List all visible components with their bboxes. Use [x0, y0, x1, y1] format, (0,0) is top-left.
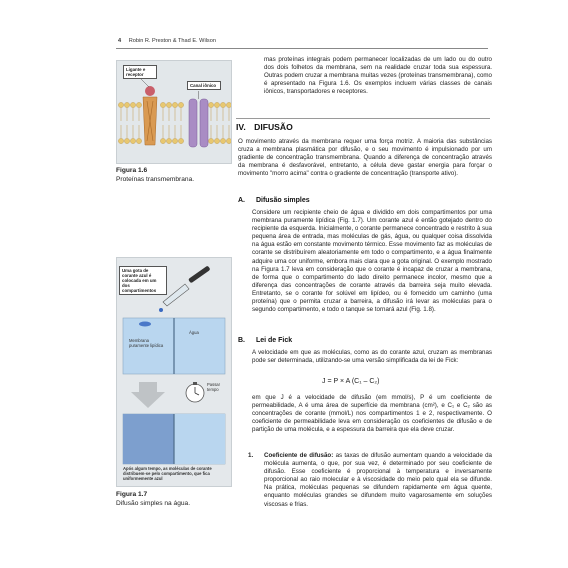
label-ligand-receptor: Ligante e receptor — [123, 65, 157, 79]
stopwatch-icon — [186, 382, 204, 402]
ion-channel-protein — [189, 91, 208, 147]
header-rule — [116, 48, 488, 49]
receptor-protein — [143, 86, 157, 145]
subsection-a-letter: A. — [238, 197, 245, 204]
label-water: Água — [189, 330, 199, 335]
intro-paragraph: mas proteínas integrais podem permanecer localizadas de um lado ou do outro dos dois folhetos da membrana, sem na realidade cruzar toda sua espessura. Outras podem cruzar a membrana muitas vezes (proteínas transmembrana), como é apresentado na Figura 1.6. Os exemplos incluem várias classes de canais iônicos, transportadores e receptores. — [264, 56, 492, 96]
label-ion-channel: Canal iônico — [187, 81, 221, 90]
section-divider — [236, 118, 490, 119]
section-paragraph: O movimento através da membrana requer uma força motriz. A maioria das substâncias cruza a membrana plasmática por difusão, e o seu movimento é impulsionado por um gradiente de concentração transmembrana. Quando a diferença de concentração através da membrana é desfavorável, entretanto, a célula deve gastar energia para forçar o movimento "morro acima" contra o gradiente de concentração (transporte ativo). — [238, 138, 492, 178]
section-number: IV. — [236, 122, 246, 132]
list-item — [248, 452, 492, 509]
page-number: 4 — [118, 38, 122, 44]
subsection-a-title: Difusão simples — [255, 197, 310, 204]
subsection-a-heading — [238, 197, 310, 204]
figure-1-7-number: Figura 1.7 — [116, 491, 148, 498]
label-time-passes: Passar tempo — [207, 382, 221, 392]
subsection-b-paragraph: A velocidade em que as moléculas, como as do corante azul, cruzam as membranas pode ser determinada, utilizando-se uma versão simplificada da lei de Fick: — [252, 349, 492, 365]
subsection-a-paragraph: Considere um recipiente cheio de água e dividido em dois compartimentos por uma membrana puramente lipídica (Fig. 1.7). Um corante azul é então gotejado dentro do recipiente da esquerda. Inicialmente, o corante permanece concentrado e restrito à sua pequena área de entrada, mas moléculas de gás, água, ou qualquer coisa dissolvida na água estão em constante movimento térmico. Esse movimento faz as moléculas de corante se distribuírem aleatoriamente em todo o compartimento, e a água finalmente adquire uma cor uniforme, embora mais clara que a gota original. O exemplo mostrado na Figura 1.7 leva em consideração que o corante é incapaz de cruzar a membrana, de forma que o compartimento do lado direito permanece incolor, mesmo que a diferença das concentrações de corante através da barreira seja muito elevada. Entretanto, se o corante for solúvel em lipídeo, ou é fornecido um caminho (uma proteína) que o permita cruzar a barreira, a difusão irá levar as moléculas para o segundo compartimento, e todo o tanque se tornará azul (Fig. 1.8). — [252, 209, 492, 314]
section-title: DIFUSÃO — [254, 122, 293, 132]
label-diffusion-result: Após algum tempo, as moléculas de corante distribuem-se pelo compartimento, que fica uniformemente azul — [123, 466, 212, 481]
figure-1-7-illustration — [116, 257, 232, 487]
subsection-b-paragraph-2: em que J é a velocidade de difusão (em mmol/s), P é um coeficiente de permeabilidade, A é uma área de superfície da membrana (cm²), e C₁ e C₂ são as concentrações de corante (mmol/L) nos compartimentos 1 e 2, respectivamente. O coeficiente de permeabilidade leva em consideração os coeficientes de difusão e de partição de uma molécula, e a espessura da barreira que ela deve cruzar. — [252, 394, 492, 434]
figure-1-6-caption — [116, 166, 194, 184]
down-arrow-icon — [131, 382, 165, 408]
subsection-b-heading — [238, 337, 292, 344]
running-header — [118, 38, 216, 44]
label-lipid-membrane: Membrana puramente lipídica — [129, 338, 164, 348]
figure-1-7-caption — [116, 490, 190, 508]
list-item-text: as taxas de difusão aumentam quando a velocidade da molécula aumenta, o que, por sua vez, é determinado por seu coeficiente de difusão. Esse coeficiente é proporcional à temperatura e inversamente proporcional ao raio molecular e à viscosidade do meio pelo qual ela se difunde. Na prática, moléculas pequenas se difundem rapidamente em água quente, enquanto moléculas grandes se difundem muito vagarosamente em soluções viscosas e frias. — [264, 452, 492, 508]
label-dye-drop: Uma gota de corante azul é colocada em um dos compartimentos — [119, 266, 167, 295]
subsection-b-letter: B. — [238, 337, 245, 344]
list-item-number: 1. — [248, 452, 254, 459]
list-item-title: Coeficiente de difusão: — [264, 452, 334, 459]
figure-1-7-text: Difusão simples na água. — [116, 500, 191, 507]
section-heading — [236, 122, 293, 132]
running-header-authors: Robin R. Preston & Thad E. Wilson — [128, 38, 216, 44]
subsection-b-title: Lei de Fick — [255, 337, 293, 344]
figure-1-6-number: Figura 1.6 — [116, 167, 148, 174]
figure-1-6-illustration — [116, 60, 232, 164]
fick-formula: J = P × A (C₁ – C₂) — [322, 378, 380, 385]
figure-1-6-text: Proteínas transmembrana. — [116, 176, 195, 183]
